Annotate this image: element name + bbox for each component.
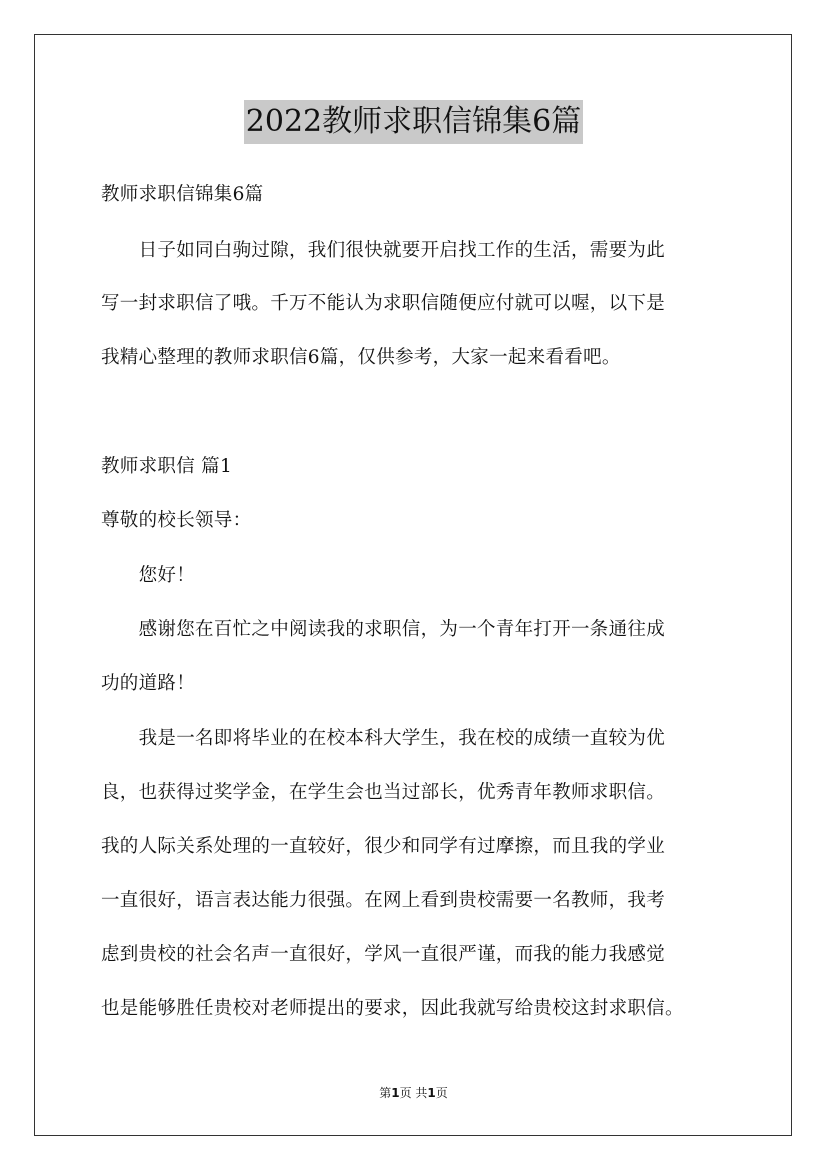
paragraph-line: 感谢您在百忙之中阅读我的求职信，为一个青年打开一条通往成 xyxy=(101,619,666,640)
paragraph-line: 我是一名即将毕业的在校本科大学生，我在校的成绩一直较为优 xyxy=(101,728,666,749)
paragraph-line: 功的道路！ xyxy=(101,673,196,694)
title-wrap xyxy=(0,100,827,144)
paragraph-line: 一直很好，语言表达能力很强。在网上看到贵校需要一名教师，我考 xyxy=(101,890,666,911)
footer-mid: 页 共 xyxy=(399,1086,428,1100)
paragraph-line: 良，也获得过奖学金，在学生会也当过部长，优秀青年教师求职信。 xyxy=(101,782,666,803)
paragraph-line: 虑到贵校的社会名声一直很好，学风一直很严谨，而我的能力我感觉 xyxy=(101,944,666,965)
footer-suffix: 页 xyxy=(435,1086,448,1100)
paragraph-line: 我的人际关系处理的一直较好，很少和同学有过摩擦，而且我的学业 xyxy=(101,836,666,857)
subtitle-line: 教师求职信锦集6篇 xyxy=(101,184,264,205)
paragraph-line: 也是能够胜任贵校对老师提出的要求，因此我就写给贵校这封求职信。 xyxy=(101,998,684,1019)
salutation-line: 尊敬的校长领导： xyxy=(101,510,252,531)
paragraph-line: 我精心整理的教师求职信6篇，仅供参考，大家一起来看看吧。 xyxy=(101,347,621,368)
footer-page-number: 1 xyxy=(391,1086,400,1100)
page-footer xyxy=(0,1084,827,1101)
document-title: 2022教师求职信锦集6篇 xyxy=(244,100,583,144)
greeting-line: 您好！ xyxy=(101,565,196,586)
footer-prefix: 第 xyxy=(379,1086,392,1100)
paragraph-line: 日子如同白驹过隙，我们很快就要开启找工作的生活，需要为此 xyxy=(101,240,666,261)
paragraph-line: 写一封求职信了哦。千万不能认为求职信随便应付就可以喔，以下是 xyxy=(101,293,666,314)
section-heading: 教师求职信 篇1 xyxy=(101,456,233,477)
footer-total-pages: 1 xyxy=(427,1086,436,1100)
